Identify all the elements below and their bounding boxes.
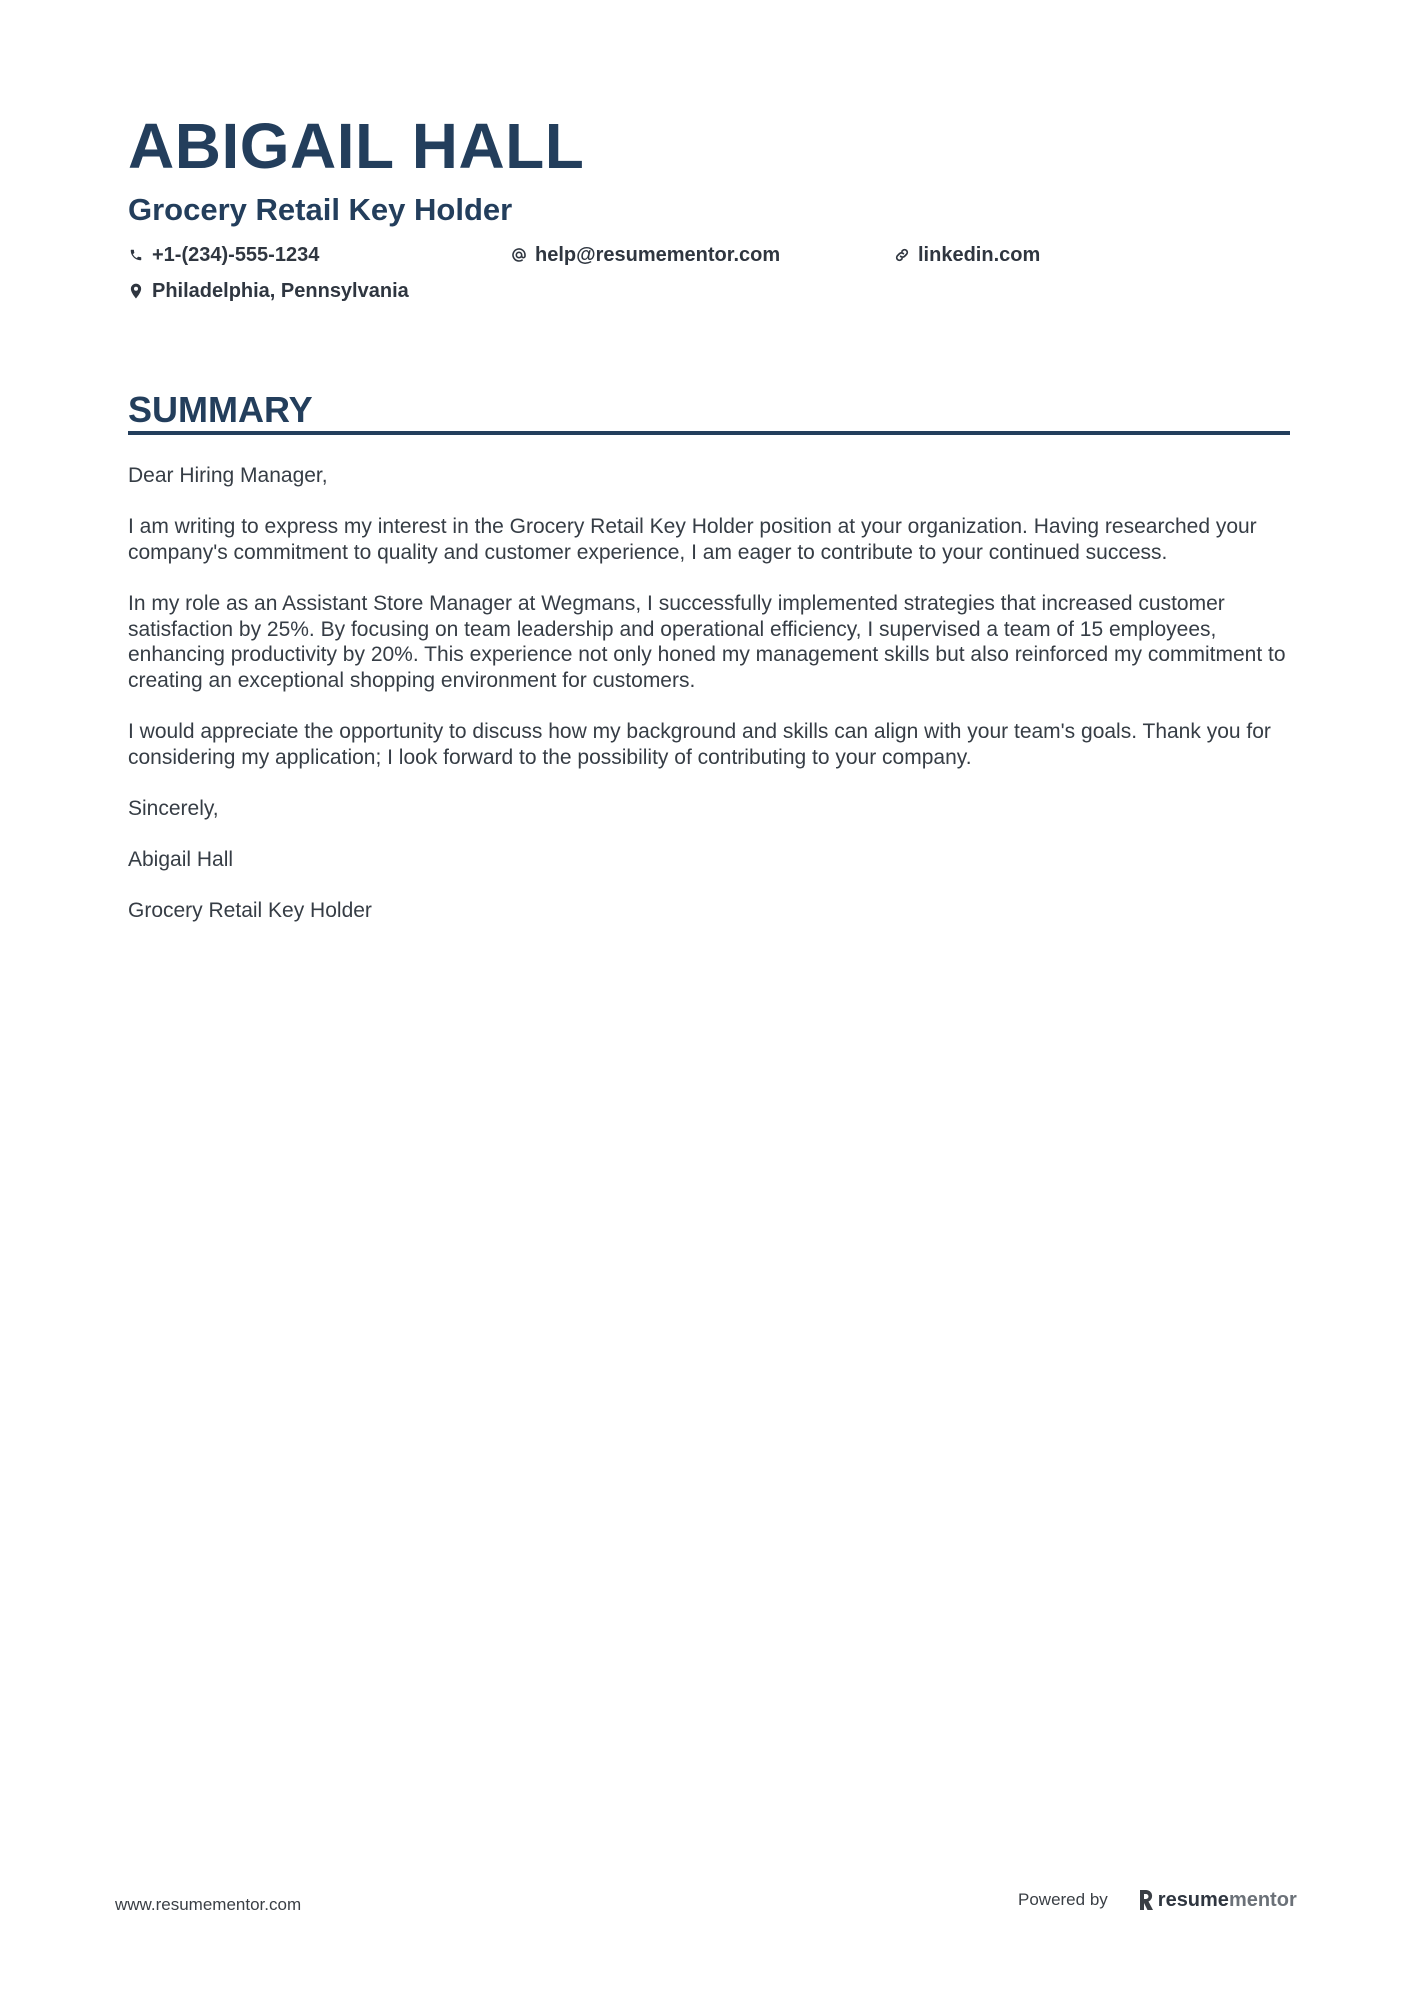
section-divider	[128, 431, 1290, 435]
section-title-summary: SUMMARY	[128, 389, 313, 430]
letter-paragraph: In my role as an Assistant Store Manager at Wegmans, I successfully implemented strategies that increased customer satisfaction by 25%. By focusing on team leadership and operational efficiency, I supervised a team of 15 employees, enhancing productivity by 20%. This experience not only honed my management skills but also reinforced my commitment to creating an exceptional shopping environment for customers.	[128, 591, 1286, 692]
letter-signature-role: Grocery Retail Key Holder	[128, 899, 372, 923]
powered-by-label: Powered by	[1018, 1890, 1108, 1909]
contact-location	[128, 279, 409, 303]
candidate-role: Grocery Retail Key Holder	[128, 192, 513, 227]
summary-body	[128, 463, 1290, 949]
phone-icon	[128, 247, 144, 263]
letter-greeting: Dear Hiring Manager,	[128, 464, 328, 487]
letter-closing: Sincerely,	[128, 796, 219, 820]
brand-logo-icon	[1138, 1890, 1154, 1910]
location-pin-icon	[128, 283, 144, 299]
candidate-name: ABIGAIL HALL	[128, 110, 585, 182]
contact-email-text: help@resumementor.com	[535, 244, 781, 266]
contact-phone-text: +1-(234)-555-1234	[152, 244, 320, 266]
contact-link	[894, 243, 1040, 267]
brand-logo[interactable]	[1138, 1888, 1297, 1912]
contact-location-text: Philadelphia, Pennsylvania	[152, 280, 409, 302]
letter-signature-name: Abigail Hall	[128, 847, 234, 871]
contact-phone	[128, 243, 319, 267]
brand-name-light: mentor	[1228, 1889, 1297, 1911]
letter-paragraph: I would appreciate the opportunity to discuss how my background and skills can align with your team's goals. Thank you for considering my application; I look forward to the possibility of contributing to your company.	[128, 719, 1271, 769]
letter-paragraph: I am writing to express my interest in the Grocery Retail Key Holder position at your organization. Having researched your company's commitment to quality and customer experience, I am eager to contribute to your continued success.	[128, 515, 1257, 564]
link-icon	[894, 247, 910, 263]
brand-name-bold: resume	[1157, 1889, 1229, 1911]
footer-branding	[1018, 1888, 1297, 1912]
contact-email	[511, 243, 780, 267]
footer-website[interactable]: www.resumementor.com	[115, 1895, 302, 1914]
at-icon	[511, 247, 527, 263]
contact-link-text: linkedin.com	[918, 244, 1041, 266]
